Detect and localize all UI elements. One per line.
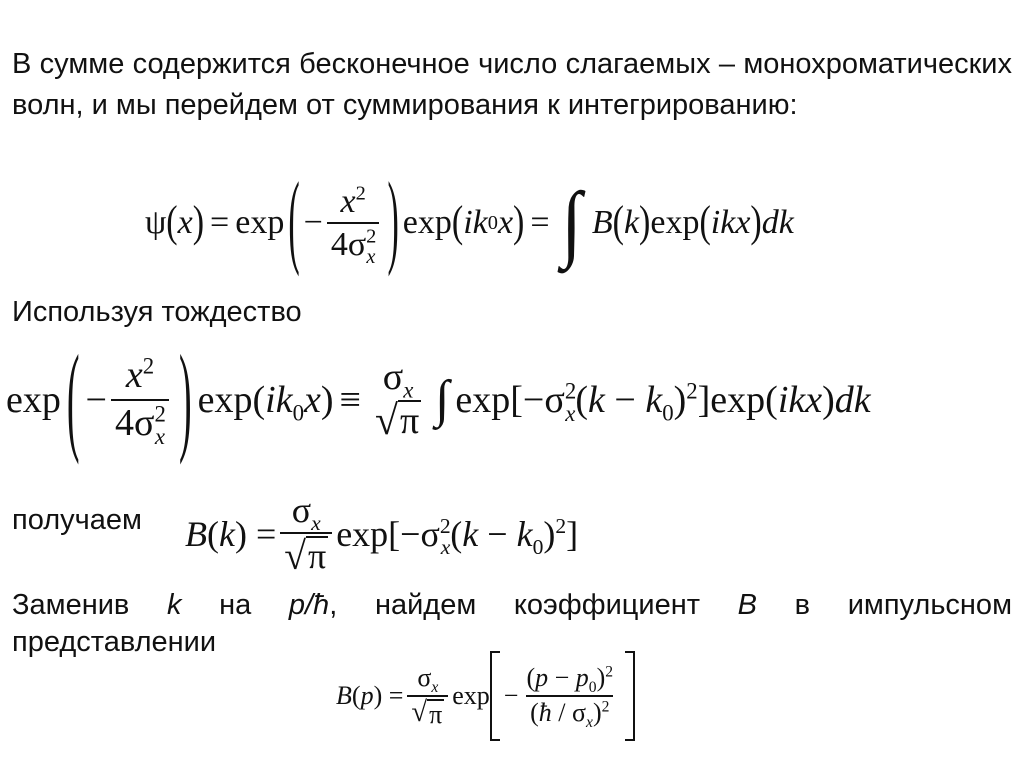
paragraph-substitution: Заменив k на p/ħ, найдем коэффициент B в импульсном [12, 589, 1013, 621]
paragraph-intro: В сумме содержится бесконечное число слагаемых – монохроматических волн, и мы перейдем от суммирования к интегрированию: [12, 48, 1012, 121]
integral-symbol: ∫ [561, 175, 582, 271]
formula-wavefunction: ψ ( x ) = exp ( − $\frac{x^2}{4\sigma^2_x}$ ) exp ( ik 0 x ) = ∫ B ( k ) exp ( ikx ) dk [145, 164, 794, 279]
psi-symbol: ψ [145, 204, 167, 241]
paragraph-identity-label: Используя тождество [12, 296, 302, 328]
paragraph-result-label: получаем [12, 504, 142, 536]
paragraph-representation: представлении [12, 626, 217, 658]
formula-Bk: B (k) = $\sigma_x$ √ π $\exp[-\sigma^2_x(k - k_0)^2]$ [185, 489, 579, 578]
formula-Bp: B ( p ) = $\sigma_x$ √ π exp − $\frac{(p - p_0)^2}{(ħ / \sigma_x)^2}$ [336, 648, 635, 744]
formula-identity: exp ( − $\frac{x^2}{4\sigma^2_x}$ ) $\exp(ik_0x)$ ≡ $\sigma_x$ √ π ∫ $\exp[-\sigma^2_x(k - k_0)^2]\exp(ikx)dk$ [6, 332, 871, 468]
